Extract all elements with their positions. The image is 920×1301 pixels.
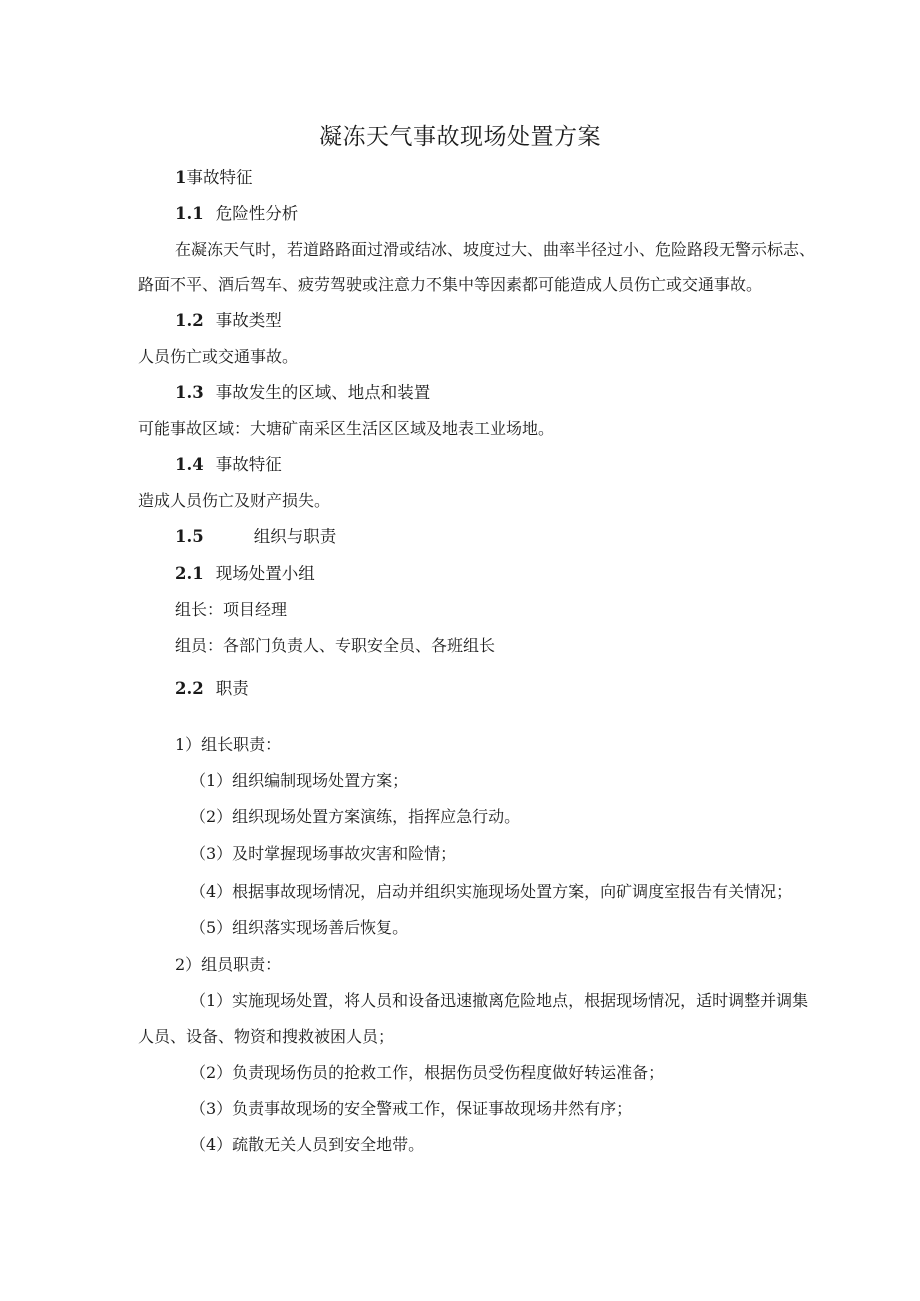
section-number: 1.4 xyxy=(175,455,204,474)
list-heading: 1）组长职责： xyxy=(175,735,282,754)
section-2-1-heading xyxy=(175,564,315,584)
section-title: 现场处置小组 xyxy=(215,564,315,583)
list-item: （3）及时掌握现场事故灾害和险情； xyxy=(190,844,457,863)
list-item: （2）组织现场处置方案演练，指挥应急行动。 xyxy=(190,807,521,826)
section-title: 事故类型 xyxy=(215,311,282,330)
section-title: 组织与职责 xyxy=(253,527,337,546)
section-1-5-heading xyxy=(175,527,336,547)
section-title: 危险性分析 xyxy=(215,204,299,223)
list-item: （1）组织编制现场处置方案； xyxy=(190,771,409,790)
list-item: （1）实施现场处置，将人员和设备迅速撤离危险地点，根据现场情况，适时调整并调集 xyxy=(190,991,809,1010)
section-number: 1.2 xyxy=(175,311,204,330)
list-item: （2）负责现场伤员的抢救工作，根据伤员受伤程度做好转运准备； xyxy=(190,1063,665,1082)
paragraph-line: 组员：各部门负责人、专职安全员、各班组长 xyxy=(175,636,496,655)
list-item: （4）疏散无关人员到安全地带。 xyxy=(190,1135,425,1154)
paragraph-line: 路面不平、酒后驾车、疲劳驾驶或注意力不集中等因素都可能造成人员伤亡或交通事故。 xyxy=(138,275,763,294)
paragraph-line: 组长：项目经理 xyxy=(175,600,288,619)
document-title: 凝冻天气事故现场处置方案 xyxy=(319,124,601,150)
section-title: 事故特征 xyxy=(186,168,253,187)
paragraph-line: 在凝冻天气时，若道路路面过滑或结冰、坡度过大、曲率半径过小、危险路段无警示标志、 xyxy=(175,240,816,259)
section-2-2-heading xyxy=(175,679,249,699)
section-1-heading xyxy=(175,168,252,188)
section-1-1-heading xyxy=(175,204,298,224)
section-number: 2.2 xyxy=(175,679,204,698)
paragraph-line: 可能事故区域：大塘矿南采区生活区区域及地表工业场地。 xyxy=(138,419,555,438)
section-number: 2.1 xyxy=(175,564,204,583)
section-title: 职责 xyxy=(215,679,249,698)
section-1-3-heading xyxy=(175,383,430,403)
list-item: （3）负责事故现场的安全警戒工作，保证事故现场井然有序； xyxy=(190,1099,633,1118)
list-item: （5）组织落实现场善后恢复。 xyxy=(190,918,409,937)
section-number: 1 xyxy=(175,168,187,187)
section-1-2-heading xyxy=(175,311,282,331)
section-1-4-heading xyxy=(175,455,282,475)
section-title: 事故特征 xyxy=(215,455,282,474)
paragraph-line: 造成人员伤亡及财产损失。 xyxy=(138,491,331,510)
list-item: （4）根据事故现场情况，启动并组织实施现场处置方案，向矿调度室报告有关情况； xyxy=(190,882,793,901)
paragraph-line: 人员伤亡或交通事故。 xyxy=(138,347,299,366)
section-number: 1.5 xyxy=(175,527,204,546)
section-number: 1.1 xyxy=(175,204,204,223)
section-number: 1.3 xyxy=(175,383,204,402)
list-item-continuation: 人员、设备、物资和搜救被困人员； xyxy=(138,1027,395,1046)
section-title: 事故发生的区域、地点和装置 xyxy=(215,383,431,402)
list-heading: 2）组员职责： xyxy=(175,955,282,974)
